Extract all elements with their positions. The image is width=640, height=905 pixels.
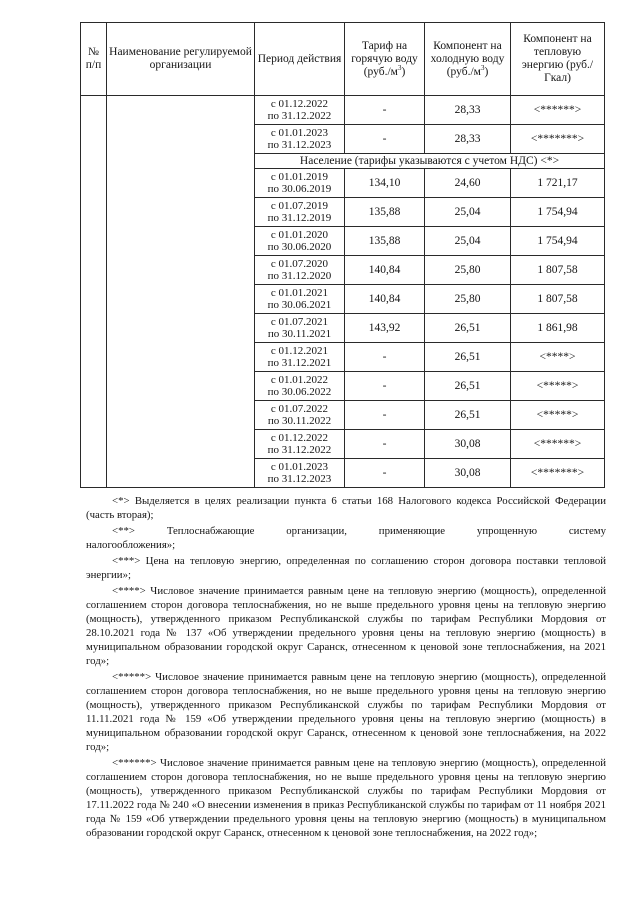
cold-water-cell: 28,33	[425, 96, 511, 125]
cold-water-cell: 25,04	[425, 198, 511, 227]
hot-water-cell: 143,92	[345, 314, 425, 343]
hot-water-cell: -	[345, 372, 425, 401]
cold-water-cell: 25,80	[425, 285, 511, 314]
period-cell: с 01.01.2021 по 30.06.2021	[255, 285, 345, 314]
period-cell: с 01.07.2022 по 30.11.2022	[255, 401, 345, 430]
footnote-2022-limit: <*****> Числовое значение принимается равным цене на тепловую энергию (мощность), определенной соглашением сторон договора теплоснабжения, но не выше предельного уровня цены на тепловую энергию (мощность), утвержденного приказом Республиканской службы по тарифам Республики Мордовия от 11.11.2021 года № 159 «Об утверждении предельного уровня цены на тепловую энергию (мощность) в муниципальном образовании городской округ Саранск, отнесенном к ценовой зоне теплоснабжения, на 2022 год»;	[86, 671, 606, 753]
header-heat-component: Компонент на тепловую энергию (руб./Гкал)	[511, 23, 605, 96]
hot-water-cell: 135,88	[345, 227, 425, 256]
cold-water-cell: 30,08	[425, 459, 511, 488]
footnote-2021-limit: <****> Числовое значение принимается равным цене на тепловую энергию (мощность), определенной соглашением сторон договора теплоснабжения, но не выше предельного уровня цены на тепловую энергию (мощность), утвержденного приказом Республиканской службы по тарифам Республики Мордовия от 28.10.2021 года № 137 «Об утверждении предельного уровня цены на тепловую энергию (мощность) в муниципальном образовании городской округ Саранск, отнесенном к ценовой зоне теплоснабжения, на 2021 год»;	[86, 585, 606, 667]
heat-cell: <******>	[511, 96, 605, 125]
period-cell: с 01.01.2020 по 30.06.2020	[255, 227, 345, 256]
heat-cell: <*******>	[511, 459, 605, 488]
hot-water-cell: 140,84	[345, 256, 425, 285]
footnote-agreed-price: <***> Цена на тепловую энергию, определенная по соглашению сторон договора поставки тепловой энергии»;	[86, 555, 606, 581]
cold-water-cell: 25,80	[425, 256, 511, 285]
heat-cell: <*******>	[511, 125, 605, 154]
footnote-2022-amended-limit: <******> Числовое значение принимается равным цене на тепловую энергию (мощность), определенной соглашением сторон договора теплоснабжения, но не выше предельного уровня цены на тепловую энергию (мощность), утвержденного приказом Республиканской службы по тарифам Республики Мордовия от 17.11.2022 года № 240 «О внесении изменения в приказ Республиканской службы по тарифам от 11 ноября 2021 года № 159 «Об утверждении предельного уровня цены на тепловую энергию (мощность) в муниципальном образовании городской округ Саранск, отнесенном к ценовой зоне теплоснабжения, на 2022 год»;	[86, 757, 606, 839]
period-cell: с 01.01.2019 по 30.06.2019	[255, 169, 345, 198]
footnote-simplified-tax-cont: налогообложения»;	[86, 539, 176, 551]
hot-water-cell: 135,88	[345, 198, 425, 227]
cold-water-cell: 24,60	[425, 169, 511, 198]
heat-cell: 1 721,17	[511, 169, 605, 198]
heat-cell: 1 754,94	[511, 198, 605, 227]
heat-cell: <*****>	[511, 401, 605, 430]
hot-water-cell: -	[345, 343, 425, 372]
period-cell: с 01.07.2019 по 31.12.2019	[255, 198, 345, 227]
heat-cell: <******>	[511, 430, 605, 459]
footnote-simplified-tax: <**> Теплоснабжающие организации, применяющие упрощенную систему	[112, 525, 606, 537]
header-number: № п/п	[81, 23, 107, 96]
hot-water-cell: -	[345, 96, 425, 125]
hot-water-cell: -	[345, 459, 425, 488]
table-header-row	[81, 23, 605, 96]
hot-water-cell: -	[345, 401, 425, 430]
organization-cell	[107, 96, 255, 488]
section-label: Население (тарифы указываются с учетом НДС) <*>	[255, 154, 605, 169]
cold-water-cell: 28,33	[425, 125, 511, 154]
period-cell: с 01.12.2021 по 31.12.2021	[255, 343, 345, 372]
header-cold-water-component: Компонент на холодную воду $(руб./м^3)$	[425, 23, 511, 96]
heat-cell: 1 807,58	[511, 285, 605, 314]
heat-cell: <****>	[511, 343, 605, 372]
hot-water-cell: 134,10	[345, 169, 425, 198]
footnote-vat: <*> Выделяется в целях реализации пункта 6 статьи 168 Налогового кодекса Российской Федерации (часть вторая);	[86, 495, 606, 521]
heat-cell: 1 861,98	[511, 314, 605, 343]
cold-water-cell: 25,04	[425, 227, 511, 256]
hot-water-cell: -	[345, 125, 425, 154]
hot-water-cell: -	[345, 430, 425, 459]
heat-cell: <*****>	[511, 372, 605, 401]
cold-water-cell: 26,51	[425, 343, 511, 372]
tariff-table	[80, 22, 605, 488]
heat-cell: 1 754,94	[511, 227, 605, 256]
cold-water-cell: 26,51	[425, 401, 511, 430]
header-organization: Наименование регулируемой организации	[107, 23, 255, 96]
hot-water-cell: 140,84	[345, 285, 425, 314]
number-cell	[81, 96, 107, 488]
period-cell: с 01.01.2023 по 31.12.2023	[255, 125, 345, 154]
period-cell: с 01.01.2023 по 31.12.2023	[255, 459, 345, 488]
period-cell: с 01.07.2020 по 31.12.2020	[255, 256, 345, 285]
period-cell: с 01.12.2022 по 31.12.2022	[255, 96, 345, 125]
cold-water-cell: 30,08	[425, 430, 511, 459]
heat-cell: 1 807,58	[511, 256, 605, 285]
period-cell: с 01.12.2022 по 31.12.2022	[255, 430, 345, 459]
header-period: Период действия	[255, 23, 345, 96]
table-row	[81, 96, 605, 125]
footnotes	[86, 494, 606, 842]
cold-water-cell: 26,51	[425, 314, 511, 343]
cold-water-cell: 26,51	[425, 372, 511, 401]
period-cell: с 01.01.2022 по 30.06.2022	[255, 372, 345, 401]
header-hot-water-tariff: Тариф на горячую воду $(руб./м^3)$	[345, 23, 425, 96]
period-cell: с 01.07.2021 по 30.11.2021	[255, 314, 345, 343]
